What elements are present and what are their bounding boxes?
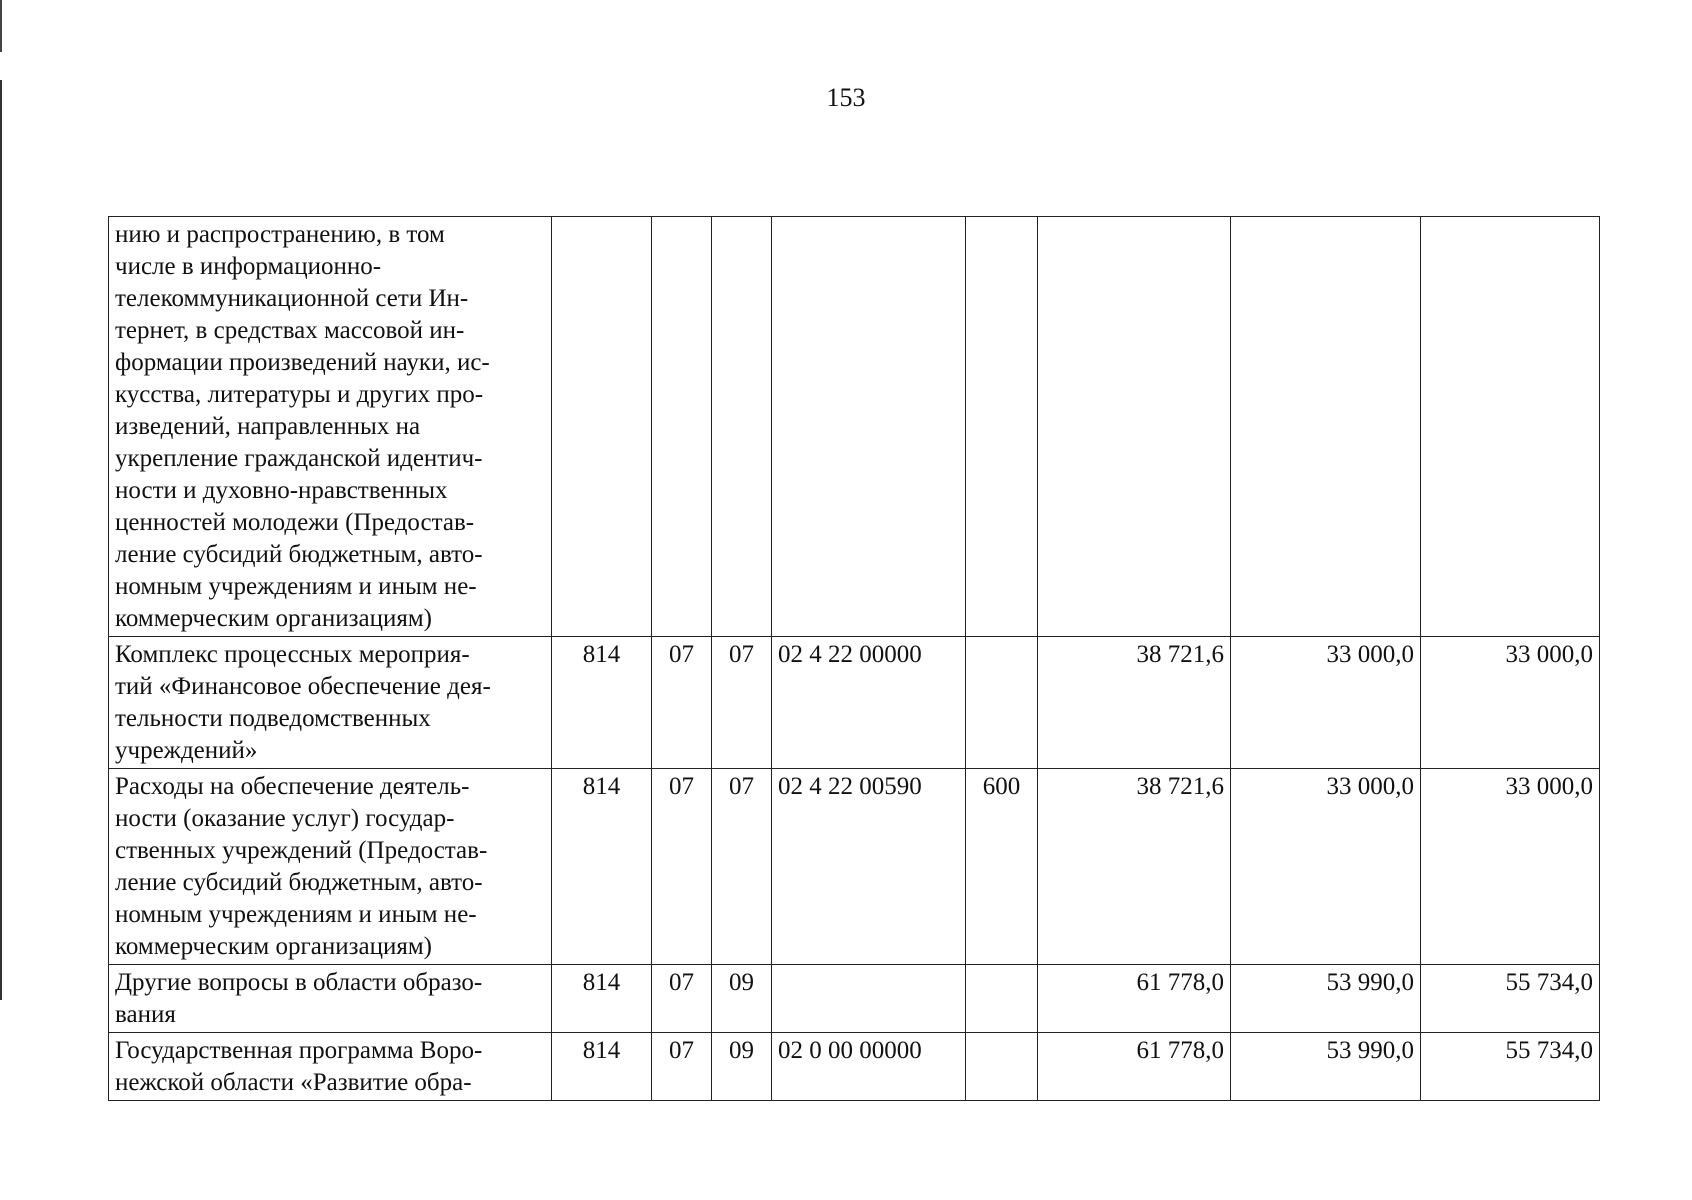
cell-amount-year-2: 33 000,0 — [1231, 637, 1421, 769]
cell-name-line: тельности подведомственных — [115, 705, 431, 732]
budget-table — [108, 216, 1600, 1101]
cell-name-line: вания — [115, 1001, 176, 1028]
cell-name-line: ление субсидий бюджетным, авто- — [115, 869, 483, 896]
cell-subsection: 09 — [712, 1033, 772, 1101]
cell-name-line: формации произведений науки, ис- — [115, 349, 490, 376]
cell-amount-year-2 — [1231, 217, 1421, 637]
cell-section: 07 — [652, 965, 712, 1033]
cell-section: 07 — [652, 637, 712, 769]
cell-name-line: номным учреждениям и иным не- — [115, 573, 477, 600]
cell-amount-year-3: 55 734,0 — [1421, 1033, 1600, 1101]
cell-section: 07 — [652, 1033, 712, 1101]
table-row — [109, 637, 1600, 769]
cell-amount-year-1: 61 778,0 — [1038, 1033, 1231, 1101]
cell-amount-year-1 — [1038, 217, 1231, 637]
table-row — [109, 965, 1600, 1033]
cell-amount-year-2: 53 990,0 — [1231, 1033, 1421, 1101]
cell-name-line: изведений, направленных на — [115, 413, 421, 440]
cell-amount-year-1: 38 721,6 — [1038, 637, 1231, 769]
cell-name-line: ности и духовно-нравственных — [115, 477, 448, 504]
cell-name-line: ственных учреждений (Предостав- — [115, 837, 488, 864]
cell-amount-year-1: 61 778,0 — [1038, 965, 1231, 1033]
scan-edge-mark — [0, 80, 2, 1000]
cell-name-line: коммерческим организациям) — [115, 605, 432, 632]
cell-name — [109, 1033, 552, 1101]
cell-name-line: тий «Финансовое обеспечение дея- — [115, 673, 491, 700]
cell-expense-type — [966, 217, 1038, 637]
cell-amount-year-3: 55 734,0 — [1421, 965, 1600, 1033]
cell-name-line: ление субсидий бюджетным, авто- — [115, 541, 483, 568]
cell-subsection: 09 — [712, 965, 772, 1033]
cell-expense-type — [966, 1033, 1038, 1101]
cell-amount-year-3 — [1421, 217, 1600, 637]
cell-amount-year-2: 33 000,0 — [1231, 769, 1421, 965]
cell-target-article: 02 4 22 00000 — [772, 637, 966, 769]
table-row — [109, 1033, 1600, 1101]
cell-subsection: 07 — [712, 769, 772, 965]
cell-name-line: нежской области «Развитие обра- — [115, 1069, 472, 1096]
cell-grbs — [552, 217, 652, 637]
scan-edge-mark — [0, 0, 2, 52]
cell-target-article: 02 0 00 00000 — [772, 1033, 966, 1101]
cell-grbs: 814 — [552, 637, 652, 769]
cell-target-article — [772, 217, 966, 637]
cell-name-line: коммерческим организациям) — [115, 933, 432, 960]
table-row — [109, 217, 1600, 637]
cell-grbs: 814 — [552, 965, 652, 1033]
cell-name-line: ценностей молодежи (Предостав- — [115, 509, 475, 536]
cell-grbs: 814 — [552, 769, 652, 965]
cell-section — [652, 217, 712, 637]
cell-name-line: Комплекс процессных мероприя- — [115, 641, 470, 668]
cell-name-line: Расходы на обеспечение деятель- — [115, 773, 470, 800]
page-number: 153 — [826, 83, 866, 112]
cell-name-line: телекоммуникационной сети Ин- — [115, 285, 469, 312]
cell-subsection: 07 — [712, 637, 772, 769]
cell-subsection — [712, 217, 772, 637]
cell-name-line: Другие вопросы в области образо- — [115, 969, 483, 996]
cell-name-line: ности (оказание услуг) государ- — [115, 805, 455, 832]
cell-name — [109, 217, 552, 637]
cell-name-line: числе в информационно- — [115, 253, 382, 280]
cell-amount-year-3: 33 000,0 — [1421, 769, 1600, 965]
cell-target-article: 02 4 22 00590 — [772, 769, 966, 965]
cell-section: 07 — [652, 769, 712, 965]
cell-amount-year-1: 38 721,6 — [1038, 769, 1231, 965]
cell-expense-type — [966, 965, 1038, 1033]
cell-amount-year-2: 53 990,0 — [1231, 965, 1421, 1033]
cell-name-line: номным учреждениям и иным не- — [115, 901, 477, 928]
table-row — [109, 769, 1600, 965]
table-body — [109, 217, 1600, 1101]
cell-grbs: 814 — [552, 1033, 652, 1101]
cell-name — [109, 637, 552, 769]
cell-name — [109, 965, 552, 1033]
cell-name-line: Государственная программа Воро- — [115, 1037, 483, 1064]
cell-expense-type — [966, 637, 1038, 769]
cell-name-line: кусства, литературы и других про- — [115, 381, 484, 408]
cell-target-article — [772, 965, 966, 1033]
cell-name-line: нию и распространению, в том — [115, 221, 445, 248]
cell-name-line: учреждений» — [115, 737, 258, 764]
cell-name — [109, 769, 552, 965]
cell-amount-year-3: 33 000,0 — [1421, 637, 1600, 769]
cell-name-line: укрепление гражданской идентич- — [115, 445, 483, 472]
cell-name-line: тернет, в средствах массовой ин- — [115, 317, 465, 344]
cell-expense-type: 600 — [966, 769, 1038, 965]
